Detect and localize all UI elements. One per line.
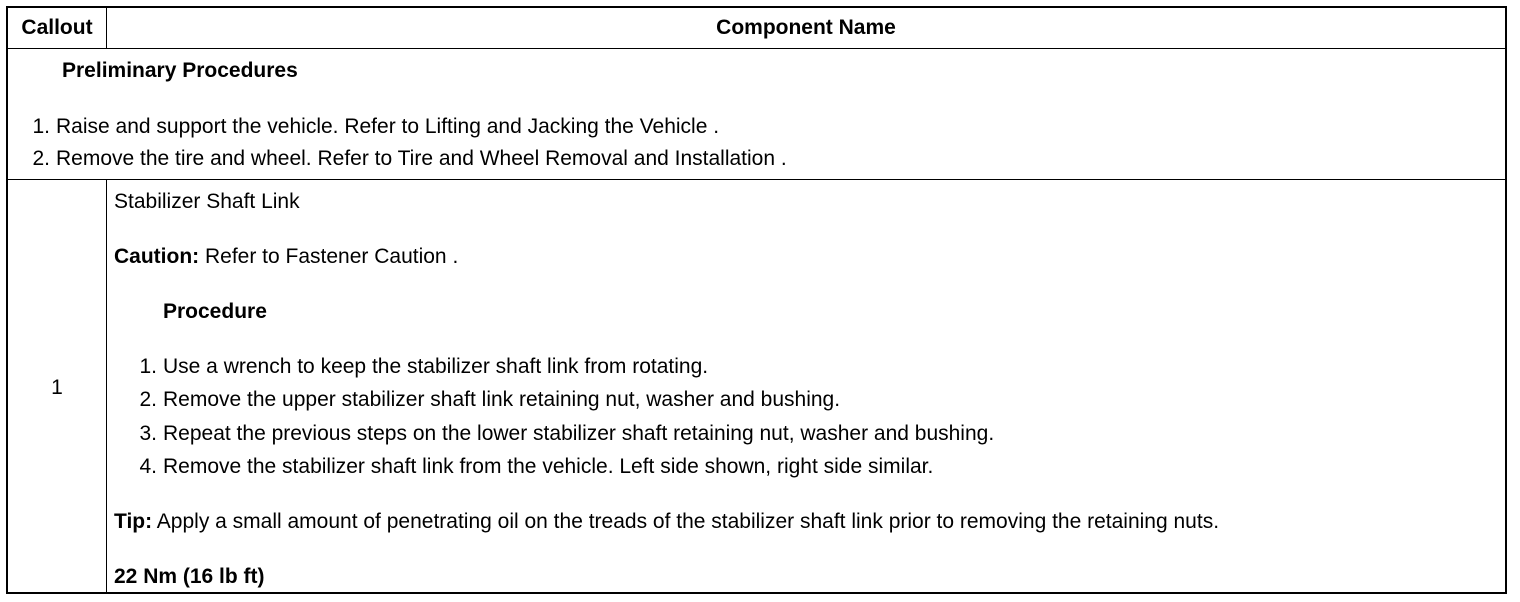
component-name: Stabilizer Shaft Link xyxy=(114,190,300,213)
step-text: Repeat the previous steps on the lower stabilizer shaft retaining nut, washer and bushing. xyxy=(163,422,995,445)
component-column-header: Component Name xyxy=(716,16,896,39)
step-text: Raise and support the vehicle. Refer to Lifting and Jacking the Vehicle . xyxy=(56,115,720,138)
preliminary-step xyxy=(8,147,787,175)
callout-number: 1 xyxy=(51,376,63,399)
caution-label: Caution: xyxy=(114,245,200,268)
preliminary-title: Preliminary Procedures xyxy=(62,59,298,82)
table-header xyxy=(8,8,1505,49)
procedure-table xyxy=(6,6,1507,594)
step-number: 3. xyxy=(139,422,157,445)
step-number: 1. xyxy=(32,115,50,138)
preliminary-step xyxy=(8,115,719,143)
tip-text: Apply a small amount of penetrating oil on the treads of the stabilizer shaft link prior to removing the retaining nuts. xyxy=(152,510,1220,533)
callout-column-header: Callout xyxy=(8,8,107,48)
procedure-step xyxy=(107,355,708,379)
caution-note xyxy=(114,245,458,269)
caution-text: Refer to Fastener Caution . xyxy=(199,245,459,268)
table-row xyxy=(8,180,1505,592)
step-text: Remove the upper stabilizer shaft link retaining nut, washer and bushing. xyxy=(163,388,841,411)
component-cell xyxy=(107,180,1505,592)
step-text: Remove the tire and wheel. Refer to Tire and Wheel Removal and Installation . xyxy=(56,147,787,170)
procedure-title: Procedure xyxy=(163,300,267,323)
torque-spec: 22 Nm (16 lb ft) xyxy=(114,565,265,588)
procedure-step xyxy=(107,422,994,446)
step-number: 4. xyxy=(139,455,157,478)
preliminary-procedures-section xyxy=(8,49,1505,180)
tip-label: Tip: xyxy=(114,510,153,533)
step-number: 2. xyxy=(32,147,50,170)
procedure-step xyxy=(107,388,840,412)
callout-cell xyxy=(8,180,107,592)
step-number: 1. xyxy=(139,355,157,378)
step-number: 2. xyxy=(139,388,157,411)
step-text: Use a wrench to keep the stabilizer shaft link from rotating. xyxy=(163,355,709,378)
tip-note xyxy=(114,510,1219,534)
step-text: Remove the stabilizer shaft link from the vehicle. Left side shown, right side similar. xyxy=(163,455,934,478)
procedure-step xyxy=(107,455,933,479)
